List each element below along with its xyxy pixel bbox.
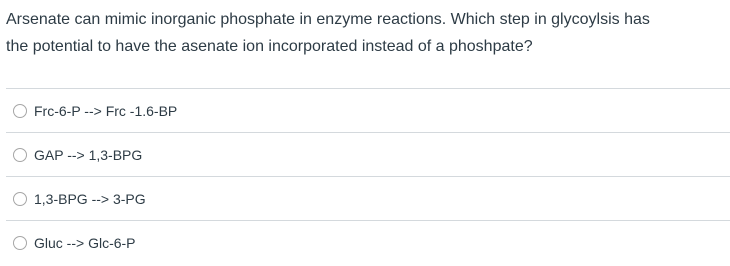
question-block xyxy=(6,6,724,60)
answer-list xyxy=(6,88,730,264)
answer-option-1[interactable] xyxy=(6,88,730,132)
question-line-2: the potential to have the asenate ion incorporated instead of a phoshpate? xyxy=(6,38,533,55)
answer-label: GAP --> 1,3-BPG xyxy=(34,146,143,163)
question-text xyxy=(6,6,724,60)
answer-option-4[interactable] xyxy=(6,220,730,264)
answer-label: Gluc --> Glc-6-P xyxy=(34,234,136,251)
answer-label: Frc-6-P --> Frc -1.6-BP xyxy=(34,102,178,119)
radio-button-icon[interactable] xyxy=(13,148,27,162)
radio-button-icon[interactable] xyxy=(13,104,27,118)
answer-option-3[interactable] xyxy=(6,176,730,220)
answer-option-2[interactable] xyxy=(6,132,730,176)
answer-label: 1,3-BPG --> 3-PG xyxy=(34,190,146,207)
radio-button-icon[interactable] xyxy=(13,192,27,206)
question-line-1: Arsenate can mimic inorganic phosphate in enzyme reactions. Which step in glycoylsis has xyxy=(6,11,650,28)
radio-button-icon[interactable] xyxy=(13,236,27,250)
